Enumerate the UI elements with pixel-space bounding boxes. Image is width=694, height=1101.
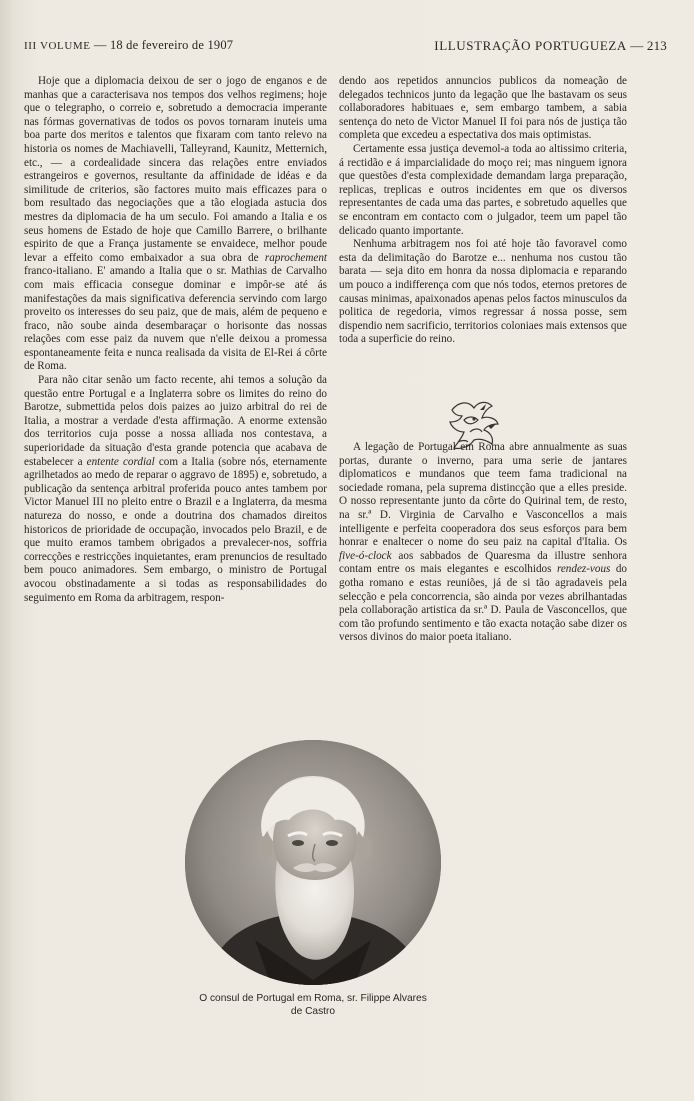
paragraph: Nenhuma arbitragem nos foi até hoje tão favoravel como esta da delimitação do Barotze e... nenhuma nos custou tão barata — seja dito em honra da nossa diplomacia e reparando um pouco a indifferença com que nós todos, eternos pretores de causas minimas, apaixonados apenas pelos factos minusculos da politica de regedoria, vimos regressar á nossa posse, sem dispendio nem sacrificio, territorios coloniaes mais extensos que toda a superficie do reino. — [339, 238, 627, 346]
italic-term: entente cordial — [86, 455, 155, 468]
paragraph: Certamente essa justiça devemol-a toda ao altissimo criteria, á rectidão e á imparcialidade do moço rei; mas ninguem ignora que questões d'esta complexidade demandam larga preparação, replicas, treplicas e outros incidentes em que os diversos representantes de cada uma das partes, e sobretudo aquelles que se encontram em contacto com o julgador, teem um papel tão delicado quanto importante. — [339, 142, 627, 237]
page-number: — 213 — [630, 38, 667, 53]
header-left — [24, 38, 233, 53]
italic-term: five-ó-clock — [339, 549, 392, 562]
paragraph — [24, 374, 327, 605]
header-right — [434, 38, 667, 54]
paragraph — [24, 75, 327, 374]
caption-line-2: de Castro — [290, 1005, 336, 1017]
right-column-bottom — [339, 441, 627, 645]
text-run: franco-italiano. E' amando a Italia que o sr. Mathias de Carvalho com mais efficacia consegue dominar e impôr-se até ás manifestações da mais significativa deferencia servindo com largo proveito os interesses do seu paiz, que de mais, além de pequeno e fraco, não soube ainda desembaraçar o horisonte das nossas relações com esse paiz da nuvem que n'elle deixou a promessa espontaneamente feita e nunca realisada da visita de El-Rei á côrte de Roma. — [24, 265, 327, 373]
volume-label: III VOLUME — [24, 40, 91, 52]
photo-caption — [160, 993, 466, 1018]
text-run: do gotha romano e estas reuniões, já de si tão agradaveis pela selecção e pela concorrencia, são ainda por vezes abrilhantadas pela collaboração artistica da sr.ª D. Paula de Vasconcellos, que com tão profundo sentimento e tão exacta notação sabe dizer os versos divinos do maior poeta italiano. — [339, 563, 627, 644]
text-run: Para não citar senão um facto recente, ahi temos a solução da questão entre Portugal e a Inglaterra sobre os limites do reino do Barotze, submettida pelos dois paizes ao juizo arbitral do rei de Italia, a mostrar a verdade d'esta affirmação. A enorme extensão dos territorios cuja posse a nossa alliada nos contestava, a superioridade da situação d'esta grande potencia que acabava de estabelecer a — [24, 374, 327, 468]
right-column-top — [339, 75, 627, 347]
running-header — [24, 38, 667, 56]
magazine-title: ILLUSTRAÇÃO PORTUGUEZA — [434, 38, 627, 53]
text-run: Hoje que a diplomacia deixou de ser o jogo de enganos e de manhas que a caracterisava nos tempos dos velhos regimens; hoje que o telegrapho, o correio e, sobretudo a democracia imperante nas fórmas governativas de todos os povos tornaram inuteis uma boa parte dos meritos e talentos que fixaram com tanto relevo na historia os nomes de Machiavelli, Talleyrand, Kaunitz, Metternich, etc., — a cordealidade sincera das relações entre enviados estrangeiros e governos, resultante da affinidade de idéas e da similitude de criterios, são factores muito mais efficazes para o bom resultado das negociações que a tão elogiada astucia dos mestres da diplomacia de ha um seculo. Foi amando a Italia e os seus homens de Estado de hoje que Camillo Barrere, o brilhante espirito de que a França justamente se envaidece, melhor poude levar a effeito como embaixador a sua obra de — [24, 75, 327, 264]
italic-term: rendez-vous — [556, 563, 611, 576]
left-column — [24, 75, 327, 605]
bearded-man-portrait-icon — [185, 740, 441, 985]
italic-term: raprochement — [264, 251, 327, 264]
issue-date: — 18 de fevereiro de 1907 — [93, 38, 234, 52]
text-run: A legação de Portugal em Roma abre annualmente as suas portas, durante o inverno, para uma serie de jantares diplomaticos e mundanos que teem fama tradicional na sociedade romana, pela suprema distincção que a elles preside. O nosso representante junto da côrte do Quirinal tem, de resto, na sr.ª D. Virginia de Carvalho e Vasconcellos a mais intelligente e perfeita cooperadora dos seus esforços para bem honrar e enaltecer o nome do seu paiz na capital d'Italia. Os — [339, 441, 627, 549]
caption-line-1: O consul de Portugal em Roma, sr. Filippe Alvares — [199, 993, 427, 1004]
paragraph — [339, 441, 627, 645]
text-run: com a Italia (sobre nós, eternamente agrilhetados ao medo de reparar o aggravo de 1895) e, sobretudo, a publicação da sentença arbitral proferida pouco antes tambem por Victor Manuel III no pleito entre o Brazil e a Inglaterra, da mesma natureza do nosso, e onde a doutrina dos chamados direitos historicos de prioridade de occupação, invocados pelo Brazil, e de que muito eramos tambem obrigados a prevalecer-nos, soffria correcções e restricções inquietantes, eram prenuncios de resultado bem pouco animadores. Sem embargo, o ministro de Portugal avocou obstinadamente a si todas as responsabilidades do seguimento em Roma da arbitragem, respon- — [24, 455, 327, 604]
text-run: aos sabbados de Quaresma da illustre senhora contam entre os mais elegantes e escolhidos — [339, 549, 627, 576]
paragraph: dendo aos repetidos annuncios publicos da nomeação de delegados technicos junto da legação que lhe bastavam os seus collaboradores habituaes e, sem embargo tambem, a sabia sentença do neto de Victor Manuel II foi para nós de justiça tão completa que excedeu a espectativa dos mais optimistas. — [339, 75, 627, 142]
portrait-photo — [185, 740, 441, 985]
